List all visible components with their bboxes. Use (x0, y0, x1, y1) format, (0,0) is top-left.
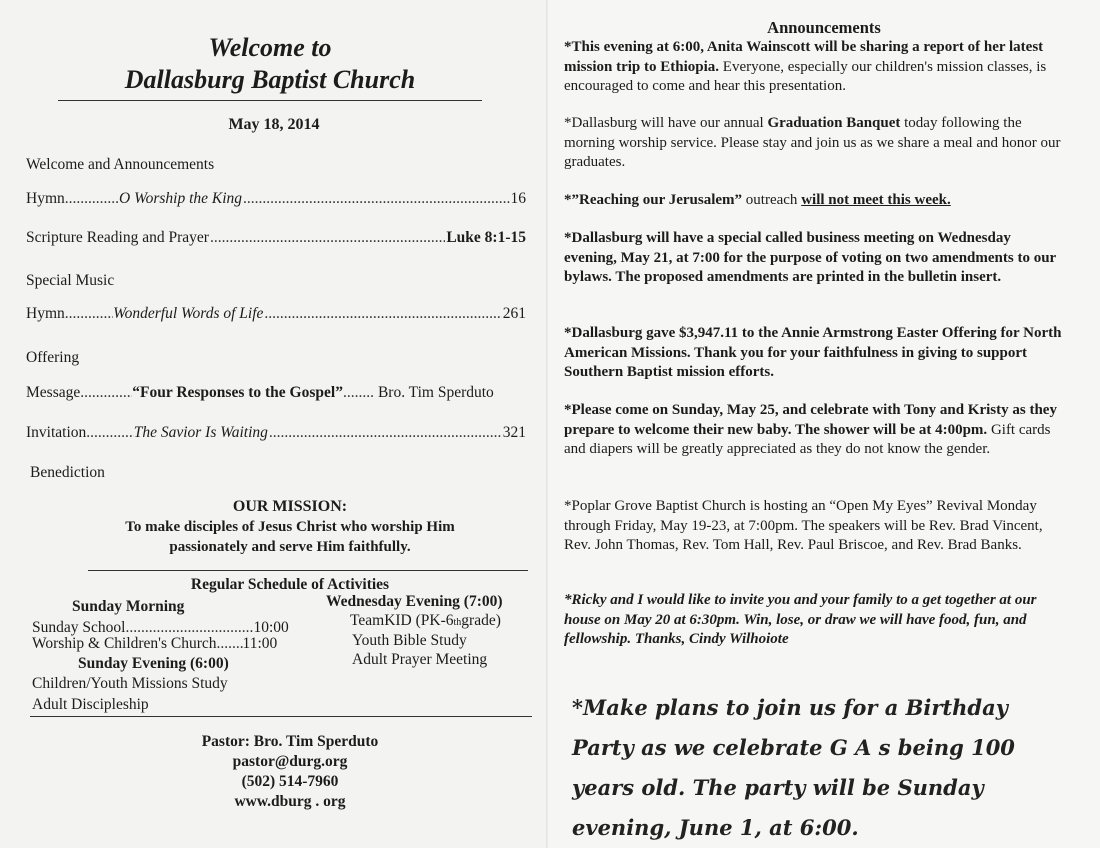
announcements-heading: Announcements (767, 18, 881, 37)
pastor-name: Pastor: Bro. Tim Sperduto (201, 733, 379, 750)
announcement-baby-shower: *Please come on Sunday, May 25, and celebrate with Tony and Kristy as they prepare to welcome their new baby. The shower will be at 4:00pm. Gift cards and diapers will be greatly appreciated as they do not know the gender. (564, 402, 1057, 457)
title-divider (58, 100, 482, 101)
service-date: May 18, 2014 (228, 116, 320, 133)
schedule-heading: Regular Schedule of Activities (190, 576, 390, 593)
leader-dots (269, 424, 502, 442)
order-item-invitation: Invitation ..... The Savior Is Waiting ..... 321 (26, 424, 526, 442)
mission-statement: To make disciples of Jesus Christ who worship Him passionately and serve Him faithfully. (125, 519, 455, 555)
announcement-mission-report: *This evening at 6:00, Anita Wainscott will be sharing a report of her latest mission trip to Ethiopia. Everyone, especially our children's mission classes, is encouraged to come and hear this presentation. (564, 39, 1047, 94)
welcome-title-line2: Dallasburg Baptist Church (124, 65, 416, 94)
schedule-missions-study: Children/Youth Missions Study (32, 675, 228, 692)
schedule-worship: Worship & Children's Church ..... 11:00 (32, 635, 277, 653)
sunday-morning-heading: Sunday Morning (72, 598, 185, 615)
right-panel (548, 0, 1100, 848)
pastor-contact (140, 732, 440, 812)
announcement-get-together: *Ricky and I would like to invite you and your family to a get together at our house on May 20 at 6:30pm. Win, lose, or draw we will have food, fun, and fellowship. Thanks, Cindy Wilhoiote (564, 592, 1037, 647)
schedule-youth-bible-study: Youth Bible Study (352, 632, 467, 649)
order-item-benediction: Benediction (30, 464, 105, 481)
birthday-party-announcement: *Make plans to join us for a Birthday Party as we celebrate G A s being 100 years old. The party will be Sunday evening, June 1, at 6:00. (572, 695, 1015, 840)
welcome-title-line1: Welcome to (208, 33, 332, 62)
leader-dots (65, 305, 113, 323)
announcement-annie-armstrong: *Dallasburg gave $3,947.11 to the Annie Armstrong Easter Offering for North American Missions. Thank you for your faithfulness in giving to support Southern Baptist mission efforts. (564, 325, 1062, 380)
mission-divider (88, 570, 528, 571)
wednesday-evening-heading: Wednesday Evening (7:00) (326, 593, 503, 610)
order-item-offering: Offering (26, 349, 80, 366)
schedule-adult-prayer: Adult Prayer Meeting (352, 651, 488, 668)
leader-dots (243, 190, 509, 208)
mission-heading: OUR MISSION: (232, 498, 348, 515)
order-item-message: Message ..... “Four Responses to the Gospel” ..... Bro. Tim Sperduto (26, 384, 526, 402)
leader-dots (86, 424, 133, 442)
sunday-evening-heading: Sunday Evening (6:00) (78, 655, 229, 672)
announcement-revival: *Poplar Grove Baptist Church is hosting an “Open My Eyes” Revival Monday through Friday, May 19-23, at 7:00pm. The speakers will be Rev. Brad Vincent, Rev. John Thomas, Rev. Tom Hall, Rev. Paul Briscoe, and Rev. Brad Banks. (564, 498, 1043, 553)
announcement-graduation-banquet: *Dallasburg will have our annual Graduation Banquet today following the morning worship service. Please stay and join us as we share a meal and honor our graduates. (564, 115, 1061, 170)
left-panel (0, 0, 548, 848)
church-phone: (502) 514-7960 (241, 773, 339, 790)
schedule-divider (30, 716, 532, 717)
leader-dots (210, 229, 445, 247)
order-item-hymn-1: Hymn ..... O Worship the King ..... 16 (26, 190, 526, 208)
order-item-scripture: Scripture Reading and Prayer ..... Luke 8:1-15 (26, 229, 526, 247)
order-item-special-music: Special Music (26, 272, 115, 289)
announcement-business-meeting: *Dallasburg will have a special called business meeting on Wednesday evening, May 21, at 7:00 for the purpose of voting on two amendments to our bylaws. The proposed amendments are printed in the bulletin insert. (564, 230, 1056, 285)
schedule-adult-discipleship: Adult Discipleship (32, 696, 149, 713)
announcement-jerusalem-outreach: *”Reaching our Jerusalem” outreach will not meet this week. (564, 192, 951, 208)
schedule-teamkid: TeamKID (PK-6 th grade) (350, 612, 501, 629)
order-item-welcome: Welcome and Announcements (26, 156, 215, 173)
leader-dots (343, 384, 375, 402)
leader-dots (80, 384, 132, 402)
pastor-email: pastor@durg.org (232, 753, 348, 770)
order-item-hymn-2: Hymn ..... Wonderful Words of Life ..... 261 (26, 305, 526, 323)
leader-dots (264, 305, 501, 323)
church-website: www.dburg . org (234, 793, 346, 810)
schedule-sunday-school: Sunday School ..... 10:00 (32, 619, 289, 637)
leader-dots (65, 190, 119, 208)
